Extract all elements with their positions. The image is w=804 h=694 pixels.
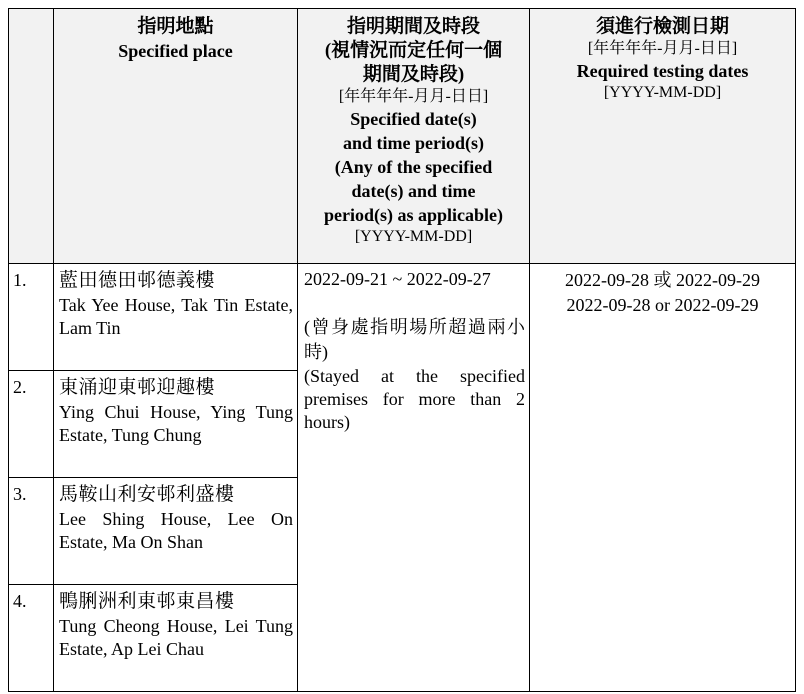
testing-dates-en: 2022-09-28 or 2022-09-29 [566,295,759,315]
period-note-en: (Stayed at the specified premises for more than 2 hours) [304,366,525,432]
place-name-cn: 藍田德田邨德義樓 [59,270,216,291]
header-dates-format-en: [YYYY-MM-DD] [603,84,722,101]
header-place-en: Specified place [118,41,233,61]
place-name-cn: 馬鞍山利安邨利盛樓 [59,484,235,505]
testing-dates-cell [530,264,796,692]
row-number: 2. [9,371,54,478]
specified-places-table [8,8,796,692]
header-period-format-cn: [年年年年-月月-日日] [338,88,489,105]
header-period-cn-2: (視情況而定任何一個 [324,40,503,61]
header-place-cn: 指明地點 [137,16,214,37]
header-dates-cell [530,9,796,264]
place-cell [54,478,298,585]
testing-dates-cn: 2022-09-28 或 2022-09-29 [565,270,760,290]
place-name-en: Ying Chui House, Ying Tung Estate, Tung Chung [59,402,293,445]
period-note-cn: (曾身處指明場所超過兩小時) [304,317,525,362]
place-name-cn: 東涌迎東邨迎趣樓 [59,377,216,398]
place-name-cn: 鴨脷洲利東邨東昌樓 [59,591,235,612]
place-cell [54,264,298,371]
header-number-cell [9,9,54,264]
header-period-cn-3: 期間及時段) [362,64,465,85]
place-name-en: Lee Shing House, Lee On Estate, Ma On Shan [59,509,293,552]
header-period-en-5: period(s) as applicable) [323,205,503,225]
place-cell [54,585,298,692]
table-row [9,264,796,371]
header-place-cell [54,9,298,264]
row-number: 3. [9,478,54,585]
place-cell [54,371,298,478]
period-date-range: 2022-09-21 ~ 2022-09-27 [304,269,491,289]
row-number: 4. [9,585,54,692]
header-dates-cn: 須進行檢測日期 [595,16,729,37]
header-period-en-4: date(s) and time [351,181,476,201]
row-number: 1. [9,264,54,371]
header-period-en-3: (Any of the specified [334,157,493,177]
header-dates-format-cn: [年年年年-月月-日日] [587,40,738,57]
header-dates-en: Required testing dates [576,61,749,81]
place-name-en: Tak Yee House, Tak Tin Estate, Lam Tin [59,295,293,338]
header-period-en-2: and time period(s) [343,133,484,153]
header-period-cn-1: 指明期間及時段 [346,16,480,37]
header-period-cell [298,9,530,264]
header-period-en-1: Specified date(s) [350,109,477,129]
period-cell [298,264,530,692]
place-name-en: Tung Cheong House, Lei Tung Estate, Ap Lei Chau [59,616,293,659]
table-header-row [9,9,796,264]
header-period-format-en: [YYYY-MM-DD] [354,228,473,245]
